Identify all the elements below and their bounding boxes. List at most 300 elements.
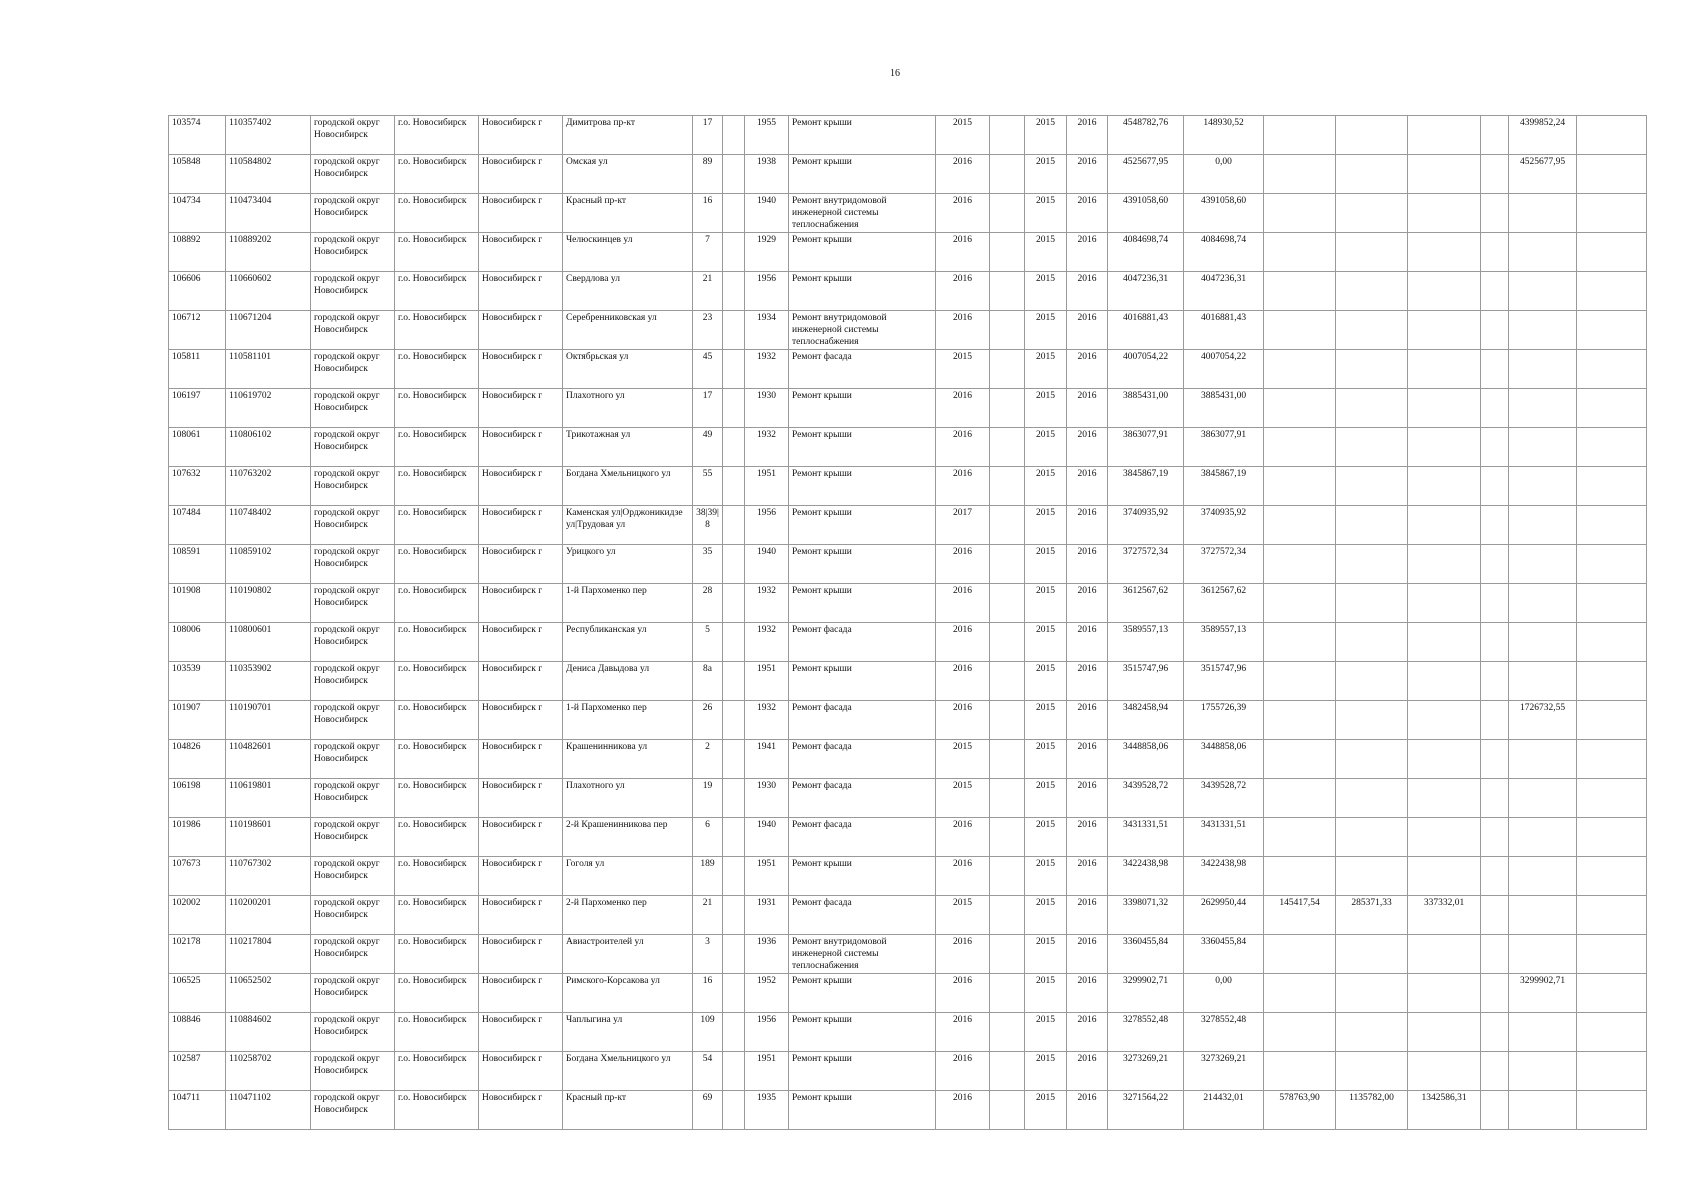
row-year-to: 2016 — [1067, 857, 1108, 896]
row-year-from: 2015 — [1025, 233, 1067, 272]
table-row — [169, 623, 1647, 662]
row-city: Новосибирск г — [479, 1052, 563, 1091]
row-id: 102002 — [169, 896, 226, 935]
row-house: 19 — [693, 779, 723, 818]
row-total-cost: 3299902,71 — [1108, 974, 1184, 1013]
row-fund-3 — [1336, 1013, 1408, 1052]
row-street: 1-й Пархоменко пер — [563, 701, 693, 740]
row-city: Новосибирск г — [479, 584, 563, 623]
row-fund-3 — [1336, 428, 1408, 467]
row-year-to: 2016 — [1067, 584, 1108, 623]
row-fund-3 — [1336, 467, 1408, 506]
row-year-from: 2015 — [1025, 896, 1067, 935]
row-code: 110660602 — [226, 272, 311, 311]
row-fund-4 — [1408, 779, 1481, 818]
row-city: Новосибирск г — [479, 428, 563, 467]
row-city: Новосибирск г — [479, 506, 563, 545]
row-city: Новосибирск г — [479, 467, 563, 506]
row-fund-4 — [1408, 974, 1481, 1013]
row-fund-2 — [1264, 623, 1336, 662]
row-house: 55 — [693, 467, 723, 506]
row-fund-6 — [1509, 740, 1577, 779]
row-fund-2 — [1264, 1052, 1336, 1091]
row-extra2 — [990, 974, 1025, 1013]
row-id: 104711 — [169, 1091, 226, 1130]
row-total-cost: 3845867,19 — [1108, 467, 1184, 506]
row-fund-1: 2629950,44 — [1184, 896, 1264, 935]
row-year-to: 2016 — [1067, 779, 1108, 818]
row-year-built: 1952 — [745, 974, 789, 1013]
row-district: городской округ Новосибирск — [311, 428, 395, 467]
row-fund-5 — [1481, 155, 1509, 194]
row-year-from: 2015 — [1025, 272, 1067, 311]
row-work-type: Ремонт крыши — [789, 155, 936, 194]
row-fund-4 — [1408, 662, 1481, 701]
table-row — [169, 896, 1647, 935]
row-fund-1: 4084698,74 — [1184, 233, 1264, 272]
row-municipality: г.о. Новосибирск — [395, 467, 479, 506]
row-fund-4 — [1408, 116, 1481, 155]
row-work-type: Ремонт внутридомовой инженерной системы теплоснабжения — [789, 194, 936, 233]
row-fund-5 — [1481, 545, 1509, 584]
row-year-to: 2016 — [1067, 974, 1108, 1013]
row-extra2 — [990, 1091, 1025, 1130]
row-street: Республиканская ул — [563, 623, 693, 662]
row-municipality: г.о. Новосибирск — [395, 233, 479, 272]
row-fund-1: 3448858,06 — [1184, 740, 1264, 779]
row-extra — [723, 701, 745, 740]
row-extra — [723, 467, 745, 506]
row-fund-1: 3278552,48 — [1184, 1013, 1264, 1052]
row-work-type: Ремонт крыши — [789, 1052, 936, 1091]
row-year-to: 2016 — [1067, 272, 1108, 311]
row-year-from: 2015 — [1025, 506, 1067, 545]
row-fund-2 — [1264, 740, 1336, 779]
row-plan-year: 2016 — [936, 857, 990, 896]
row-city: Новосибирск г — [479, 272, 563, 311]
row-year-from: 2015 — [1025, 428, 1067, 467]
row-fund-6: 4399852,24 — [1509, 116, 1577, 155]
row-fund-1: 0,00 — [1184, 974, 1264, 1013]
row-fund-7 — [1577, 623, 1647, 662]
row-fund-6 — [1509, 272, 1577, 311]
row-extra — [723, 389, 745, 428]
row-year-from: 2015 — [1025, 701, 1067, 740]
row-extra2 — [990, 116, 1025, 155]
row-year-from: 2015 — [1025, 818, 1067, 857]
row-fund-6: 1726732,55 — [1509, 701, 1577, 740]
row-fund-2 — [1264, 350, 1336, 389]
row-city: Новосибирск г — [479, 1013, 563, 1052]
row-extra2 — [990, 350, 1025, 389]
row-house: 5 — [693, 623, 723, 662]
row-year-from: 2015 — [1025, 1052, 1067, 1091]
row-id: 105848 — [169, 155, 226, 194]
row-house: 109 — [693, 1013, 723, 1052]
row-district: городской округ Новосибирск — [311, 662, 395, 701]
row-fund-6 — [1509, 818, 1577, 857]
repair-registry-table — [168, 115, 1647, 1130]
row-street: Свердлова ул — [563, 272, 693, 311]
row-fund-7 — [1577, 467, 1647, 506]
row-fund-1: 3727572,34 — [1184, 545, 1264, 584]
row-municipality: г.о. Новосибирск — [395, 857, 479, 896]
row-year-built: 1938 — [745, 155, 789, 194]
row-district: городской округ Новосибирск — [311, 935, 395, 974]
row-district: городской округ Новосибирск — [311, 857, 395, 896]
row-extra — [723, 116, 745, 155]
table-row — [169, 1013, 1647, 1052]
row-total-cost: 3398071,32 — [1108, 896, 1184, 935]
row-year-to: 2016 — [1067, 116, 1108, 155]
row-total-cost: 3589557,13 — [1108, 623, 1184, 662]
row-house: 17 — [693, 116, 723, 155]
row-extra — [723, 740, 745, 779]
table-row — [169, 311, 1647, 350]
row-fund-4 — [1408, 623, 1481, 662]
row-house: 2 — [693, 740, 723, 779]
row-district: городской округ Новосибирск — [311, 389, 395, 428]
row-fund-3 — [1336, 623, 1408, 662]
row-fund-7 — [1577, 233, 1647, 272]
row-fund-2 — [1264, 116, 1336, 155]
row-street: Красный пр-кт — [563, 194, 693, 233]
row-fund-3 — [1336, 1052, 1408, 1091]
row-district: городской округ Новосибирск — [311, 467, 395, 506]
row-work-type: Ремонт крыши — [789, 428, 936, 467]
row-fund-7 — [1577, 506, 1647, 545]
row-fund-6 — [1509, 1052, 1577, 1091]
row-work-type: Ремонт крыши — [789, 662, 936, 701]
row-work-type: Ремонт фасада — [789, 701, 936, 740]
row-district: городской округ Новосибирск — [311, 974, 395, 1013]
row-year-from: 2015 — [1025, 116, 1067, 155]
row-extra2 — [990, 545, 1025, 584]
row-fund-1: 3885431,00 — [1184, 389, 1264, 428]
row-extra2 — [990, 194, 1025, 233]
row-total-cost: 3273269,21 — [1108, 1052, 1184, 1091]
row-fund-6 — [1509, 662, 1577, 701]
row-code: 110258702 — [226, 1052, 311, 1091]
row-code: 110190802 — [226, 584, 311, 623]
row-fund-7 — [1577, 662, 1647, 701]
table-row — [169, 779, 1647, 818]
row-fund-1: 0,00 — [1184, 155, 1264, 194]
table-row — [169, 545, 1647, 584]
row-plan-year: 2015 — [936, 779, 990, 818]
row-plan-year: 2016 — [936, 311, 990, 350]
row-house: 3 — [693, 935, 723, 974]
row-extra2 — [990, 662, 1025, 701]
row-id: 106606 — [169, 272, 226, 311]
row-fund-3 — [1336, 194, 1408, 233]
row-municipality: г.о. Новосибирск — [395, 116, 479, 155]
row-year-built: 1941 — [745, 740, 789, 779]
row-work-type: Ремонт крыши — [789, 116, 936, 155]
row-street: Серебренниковская ул — [563, 311, 693, 350]
row-fund-1: 3422438,98 — [1184, 857, 1264, 896]
row-fund-7 — [1577, 389, 1647, 428]
row-extra2 — [990, 272, 1025, 311]
row-total-cost: 3271564,22 — [1108, 1091, 1184, 1130]
row-fund-1: 3863077,91 — [1184, 428, 1264, 467]
row-fund-6 — [1509, 623, 1577, 662]
row-total-cost: 3448858,06 — [1108, 740, 1184, 779]
row-house: 7 — [693, 233, 723, 272]
row-year-to: 2016 — [1067, 194, 1108, 233]
row-city: Новосибирск г — [479, 818, 563, 857]
row-district: городской округ Новосибирск — [311, 311, 395, 350]
row-extra2 — [990, 818, 1025, 857]
row-extra — [723, 857, 745, 896]
row-work-type: Ремонт крыши — [789, 272, 936, 311]
row-street: Крашенинникова ул — [563, 740, 693, 779]
row-code: 110884602 — [226, 1013, 311, 1052]
row-fund-3 — [1336, 701, 1408, 740]
page-number: 16 — [890, 68, 900, 79]
row-street: Плахотного ул — [563, 779, 693, 818]
row-total-cost: 4047236,31 — [1108, 272, 1184, 311]
row-id: 106712 — [169, 311, 226, 350]
row-extra2 — [990, 740, 1025, 779]
row-fund-3 — [1336, 272, 1408, 311]
row-year-built: 1940 — [745, 194, 789, 233]
row-fund-1: 3431331,51 — [1184, 818, 1264, 857]
row-city: Новосибирск г — [479, 194, 563, 233]
row-fund-3 — [1336, 116, 1408, 155]
row-district: городской округ Новосибирск — [311, 896, 395, 935]
row-fund-4 — [1408, 701, 1481, 740]
row-fund-1: 3612567,62 — [1184, 584, 1264, 623]
row-fund-3 — [1336, 350, 1408, 389]
row-municipality: г.о. Новосибирск — [395, 272, 479, 311]
row-total-cost: 4548782,76 — [1108, 116, 1184, 155]
row-house: 35 — [693, 545, 723, 584]
row-house: 21 — [693, 896, 723, 935]
row-year-from: 2015 — [1025, 155, 1067, 194]
row-fund-5 — [1481, 194, 1509, 233]
row-city: Новосибирск г — [479, 662, 563, 701]
row-year-built: 1932 — [745, 350, 789, 389]
row-fund-1: 214432,01 — [1184, 1091, 1264, 1130]
row-fund-4 — [1408, 428, 1481, 467]
row-fund-7 — [1577, 935, 1647, 974]
row-fund-4 — [1408, 467, 1481, 506]
row-fund-5 — [1481, 701, 1509, 740]
row-plan-year: 2015 — [936, 350, 990, 389]
row-fund-2 — [1264, 272, 1336, 311]
row-year-to: 2016 — [1067, 818, 1108, 857]
row-city: Новосибирск г — [479, 1091, 563, 1130]
row-plan-year: 2016 — [936, 974, 990, 1013]
row-year-built: 1956 — [745, 506, 789, 545]
row-municipality: г.о. Новосибирск — [395, 779, 479, 818]
row-house: 8а — [693, 662, 723, 701]
row-id: 107632 — [169, 467, 226, 506]
row-fund-3 — [1336, 233, 1408, 272]
table-row — [169, 116, 1647, 155]
row-plan-year: 2016 — [936, 1013, 990, 1052]
row-fund-5 — [1481, 1052, 1509, 1091]
row-city: Новосибирск г — [479, 155, 563, 194]
row-house: 38|39|8 — [693, 506, 723, 545]
row-id: 102178 — [169, 935, 226, 974]
row-street: Гоголя ул — [563, 857, 693, 896]
row-year-built: 1932 — [745, 623, 789, 662]
row-fund-5 — [1481, 428, 1509, 467]
row-work-type: Ремонт крыши — [789, 233, 936, 272]
row-fund-2 — [1264, 428, 1336, 467]
row-fund-6 — [1509, 311, 1577, 350]
row-work-type: Ремонт крыши — [789, 974, 936, 1013]
row-extra2 — [990, 701, 1025, 740]
row-plan-year: 2017 — [936, 506, 990, 545]
row-fund-4: 337332,01 — [1408, 896, 1481, 935]
row-street: Челюскинцев ул — [563, 233, 693, 272]
row-fund-6: 4525677,95 — [1509, 155, 1577, 194]
row-street: Красный пр-кт — [563, 1091, 693, 1130]
row-total-cost: 4007054,22 — [1108, 350, 1184, 389]
row-code: 110763202 — [226, 467, 311, 506]
row-extra — [723, 662, 745, 701]
row-plan-year: 2016 — [936, 818, 990, 857]
row-plan-year: 2016 — [936, 272, 990, 311]
row-total-cost: 3740935,92 — [1108, 506, 1184, 545]
row-year-to: 2016 — [1067, 1091, 1108, 1130]
row-district: городской округ Новосибирск — [311, 701, 395, 740]
table-body — [169, 116, 1647, 1130]
row-fund-5 — [1481, 350, 1509, 389]
row-year-from: 2015 — [1025, 740, 1067, 779]
row-id: 106197 — [169, 389, 226, 428]
row-fund-5 — [1481, 389, 1509, 428]
row-year-built: 1932 — [745, 428, 789, 467]
row-year-from: 2015 — [1025, 1091, 1067, 1130]
row-fund-5 — [1481, 818, 1509, 857]
row-fund-2 — [1264, 818, 1336, 857]
row-year-from: 2015 — [1025, 779, 1067, 818]
row-city: Новосибирск г — [479, 311, 563, 350]
row-fund-3 — [1336, 935, 1408, 974]
row-work-type: Ремонт фасада — [789, 623, 936, 662]
row-plan-year: 2016 — [936, 662, 990, 701]
row-fund-3: 285371,33 — [1336, 896, 1408, 935]
row-code: 110581101 — [226, 350, 311, 389]
row-extra — [723, 1052, 745, 1091]
row-house: 6 — [693, 818, 723, 857]
row-fund-5 — [1481, 311, 1509, 350]
row-fund-4 — [1408, 857, 1481, 896]
row-extra2 — [990, 584, 1025, 623]
row-fund-7 — [1577, 1091, 1647, 1130]
row-district: городской округ Новосибирск — [311, 623, 395, 662]
table-row — [169, 233, 1647, 272]
row-total-cost: 3360455,84 — [1108, 935, 1184, 974]
row-fund-7 — [1577, 740, 1647, 779]
row-extra2 — [990, 233, 1025, 272]
row-fund-4 — [1408, 584, 1481, 623]
row-year-from: 2015 — [1025, 194, 1067, 233]
row-extra2 — [990, 1013, 1025, 1052]
row-street: 2-й Пархоменко пер — [563, 896, 693, 935]
row-id: 101986 — [169, 818, 226, 857]
row-id: 108846 — [169, 1013, 226, 1052]
row-fund-7 — [1577, 701, 1647, 740]
row-year-to: 2016 — [1067, 311, 1108, 350]
row-fund-2: 145417,54 — [1264, 896, 1336, 935]
row-year-from: 2015 — [1025, 1013, 1067, 1052]
row-year-to: 2016 — [1067, 740, 1108, 779]
row-fund-5 — [1481, 1091, 1509, 1130]
row-city: Новосибирск г — [479, 857, 563, 896]
row-code: 110357402 — [226, 116, 311, 155]
row-fund-5 — [1481, 467, 1509, 506]
row-fund-4 — [1408, 389, 1481, 428]
row-extra2 — [990, 1052, 1025, 1091]
row-district: городской округ Новосибирск — [311, 818, 395, 857]
row-year-to: 2016 — [1067, 623, 1108, 662]
row-fund-6 — [1509, 857, 1577, 896]
row-fund-5 — [1481, 116, 1509, 155]
row-id: 103539 — [169, 662, 226, 701]
row-fund-5 — [1481, 974, 1509, 1013]
row-fund-5 — [1481, 662, 1509, 701]
row-fund-7 — [1577, 1013, 1647, 1052]
row-year-built: 1932 — [745, 701, 789, 740]
row-year-from: 2015 — [1025, 974, 1067, 1013]
row-code: 110619801 — [226, 779, 311, 818]
row-fund-2 — [1264, 389, 1336, 428]
row-fund-4 — [1408, 740, 1481, 779]
row-extra — [723, 194, 745, 233]
row-district: городской округ Новосибирск — [311, 779, 395, 818]
row-extra2 — [990, 506, 1025, 545]
row-plan-year: 2016 — [936, 623, 990, 662]
row-total-cost: 3422438,98 — [1108, 857, 1184, 896]
row-fund-4 — [1408, 272, 1481, 311]
row-total-cost: 4016881,43 — [1108, 311, 1184, 350]
row-id: 108061 — [169, 428, 226, 467]
row-plan-year: 2016 — [936, 1091, 990, 1130]
row-fund-3 — [1336, 779, 1408, 818]
row-district: городской округ Новосибирск — [311, 1091, 395, 1130]
row-fund-4 — [1408, 818, 1481, 857]
row-house: 16 — [693, 974, 723, 1013]
row-plan-year: 2016 — [936, 545, 990, 584]
table-row — [169, 818, 1647, 857]
row-district: городской округ Новосибирск — [311, 194, 395, 233]
row-year-from: 2015 — [1025, 857, 1067, 896]
row-total-cost: 3885431,00 — [1108, 389, 1184, 428]
row-year-from: 2015 — [1025, 623, 1067, 662]
row-work-type: Ремонт внутридомовой инженерной системы теплоснабжения — [789, 311, 936, 350]
row-district: городской округ Новосибирск — [311, 1052, 395, 1091]
row-year-to: 2016 — [1067, 389, 1108, 428]
row-fund-6 — [1509, 194, 1577, 233]
row-fund-2 — [1264, 584, 1336, 623]
row-code: 110619702 — [226, 389, 311, 428]
row-work-type: Ремонт фасада — [789, 779, 936, 818]
row-year-built: 1930 — [745, 779, 789, 818]
row-district: городской округ Новосибирск — [311, 155, 395, 194]
row-district: городской округ Новосибирск — [311, 116, 395, 155]
row-year-built: 1930 — [745, 389, 789, 428]
row-street: Римского-Корсакова ул — [563, 974, 693, 1013]
row-fund-1: 4391058,60 — [1184, 194, 1264, 233]
row-fund-7 — [1577, 974, 1647, 1013]
row-year-built: 1934 — [745, 311, 789, 350]
table-row — [169, 272, 1647, 311]
